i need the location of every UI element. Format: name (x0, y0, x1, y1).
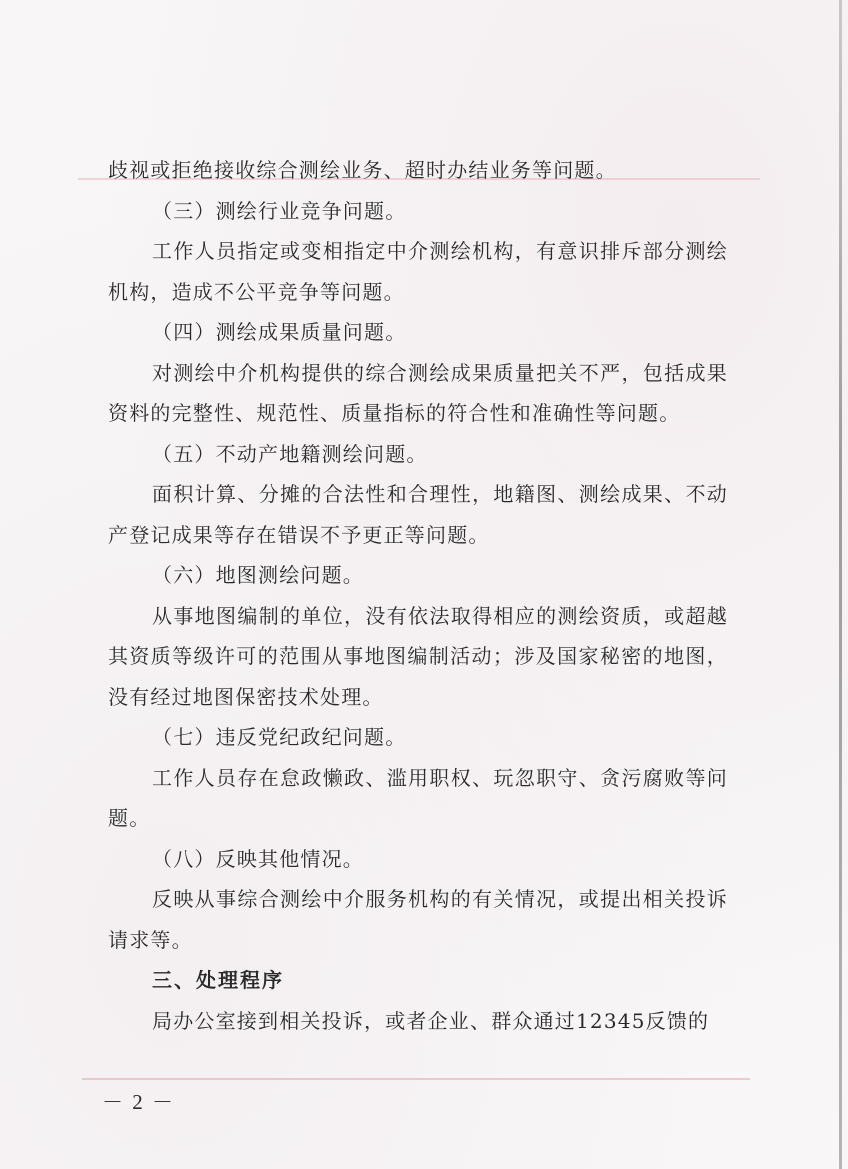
paragraph-result-quality: 对测绘中介机构提供的综合测绘成果质量把关不严，包括成果资料的完整性、规范性、质量指标的符合性和准确性等问题。 (108, 360, 728, 425)
subheading-result-quality: （四）测绘成果质量问题。 (152, 320, 407, 344)
scan-edge-shadow (839, 0, 842, 1169)
subheading-discipline: （七）违反党纪政纪问题。 (152, 725, 407, 749)
page-number: － 2 － (102, 1090, 175, 1114)
document-body (108, 150, 728, 1041)
paragraph-other-situations: 反映从事综合测绘中介服务机构的有关情况，或提出相关投诉请求等。 (108, 887, 728, 952)
paragraph-map-survey: 从事地图编制的单位，没有依法取得相应的测绘资质，或超越其资质等级许可的范围从事地图编制活动；涉及国家秘密的地图，没有经过地图保密技术处理。 (108, 603, 728, 709)
subheading-other-situations: （八）反映其他情况。 (152, 846, 364, 871)
paragraph-industry-competition: 工作人员指定或变相指定中介测绘机构，有意识排斥部分测绘机构，造成不公平竞争等问题。 (108, 239, 728, 304)
paragraph-cadastral-survey: 面积计算、分摊的合法性和合理性，地籍图、测绘成果、不动产登记成果等存在错误不予更正等问题。 (108, 482, 728, 547)
paragraph-continuation: 歧视或拒绝接收综合测绘业务、超时办结业务等问题。 (108, 158, 617, 182)
paragraph-procedure: 局办公室接到相关投诉，或者企业、群众通过12345反馈的 (152, 1008, 710, 1033)
subheading-cadastral-survey: （五）不动产地籍测绘问题。 (152, 441, 428, 466)
footer-rule (82, 1078, 750, 1080)
subheading-industry-competition: （三）测绘行业竞争问题。 (152, 198, 407, 223)
subheading-map-survey: （六）地图测绘问题。 (152, 563, 364, 587)
paragraph-discipline: 工作人员存在怠政懒政、滥用职权、玩忽职守、贪污腐败等问题。 (108, 765, 728, 830)
section-heading-procedure: 三、处理程序 (152, 968, 284, 992)
